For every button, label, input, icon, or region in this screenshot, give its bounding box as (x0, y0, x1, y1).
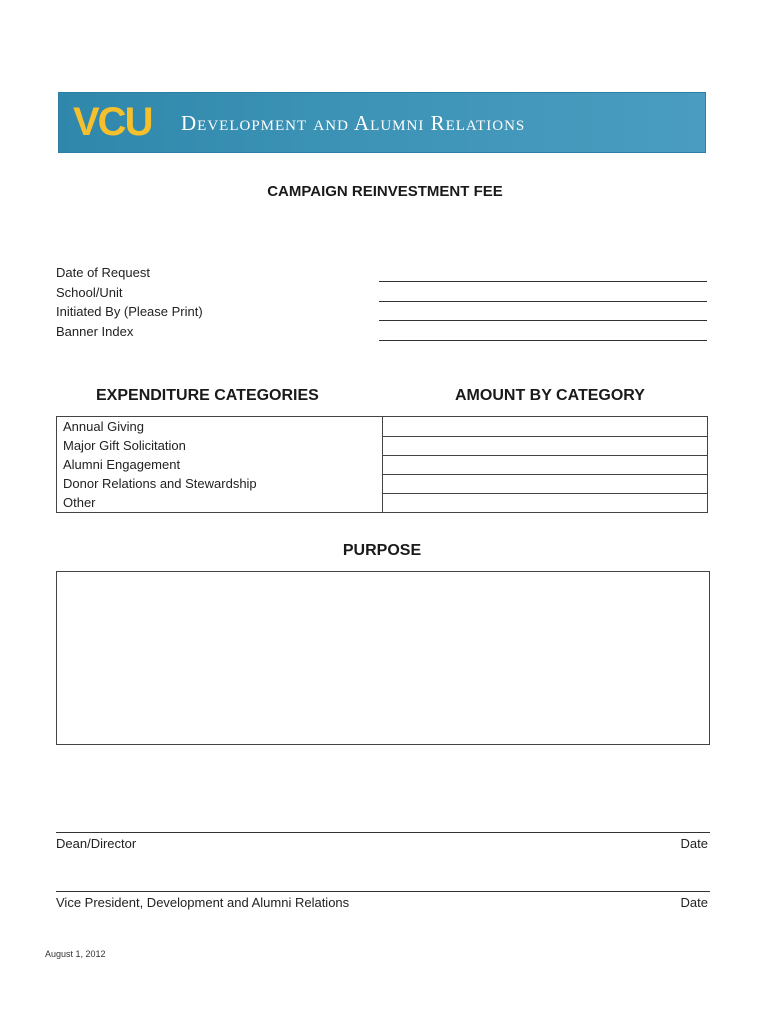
amount-cell-annual-giving[interactable] (383, 417, 708, 437)
amount-cell-alumni-engagement[interactable] (383, 455, 708, 474)
amount-cell-donor-relations[interactable] (383, 474, 708, 493)
date-of-request-label: Date of Request (56, 265, 150, 280)
footer-date: August 1, 2012 (45, 949, 106, 959)
expenditure-categories-heading: EXPENDITURE CATEGORIES (96, 387, 319, 404)
header-banner (58, 92, 706, 153)
table-row (57, 436, 708, 455)
department-name: Development and Alumni Relations (181, 111, 526, 135)
table-row (57, 474, 708, 493)
vp-signature-line[interactable] (56, 891, 710, 892)
banner-index-label: Banner Index (56, 324, 134, 339)
table-row (57, 417, 708, 437)
vcu-logo: VCU (73, 100, 152, 144)
table-row (57, 455, 708, 474)
school-unit-field[interactable] (379, 301, 707, 302)
purpose-heading: PURPOSE (342, 542, 422, 559)
school-unit-label: School/Unit (56, 285, 123, 300)
category-cell: Other (57, 493, 383, 513)
date-of-request-field[interactable] (379, 281, 707, 282)
table-row (57, 493, 708, 513)
category-cell: Donor Relations and Stewardship (57, 474, 383, 493)
category-cell: Alumni Engagement (57, 455, 383, 474)
initiated-by-label: Initiated By (Please Print) (56, 304, 203, 319)
dean-director-label: Dean/Director (56, 836, 137, 851)
category-cell: Annual Giving (57, 417, 383, 437)
category-cell: Major Gift Solicitation (57, 436, 383, 455)
form-title: CAMPAIGN REINVESTMENT FEE (267, 183, 503, 200)
expenditure-table (56, 416, 708, 513)
amount-by-category-heading: AMOUNT BY CATEGORY (455, 387, 645, 404)
amount-cell-major-gift[interactable] (383, 436, 708, 455)
purpose-textbox[interactable] (56, 571, 710, 745)
vp-label: Vice President, Development and Alumni Relations (56, 895, 350, 910)
vp-date-label: Date (680, 895, 708, 910)
amount-cell-other[interactable] (383, 493, 708, 513)
dean-date-label: Date (680, 836, 708, 851)
banner-index-field[interactable] (379, 340, 707, 341)
initiated-by-field[interactable] (379, 320, 707, 321)
dean-signature-line[interactable] (56, 832, 710, 833)
